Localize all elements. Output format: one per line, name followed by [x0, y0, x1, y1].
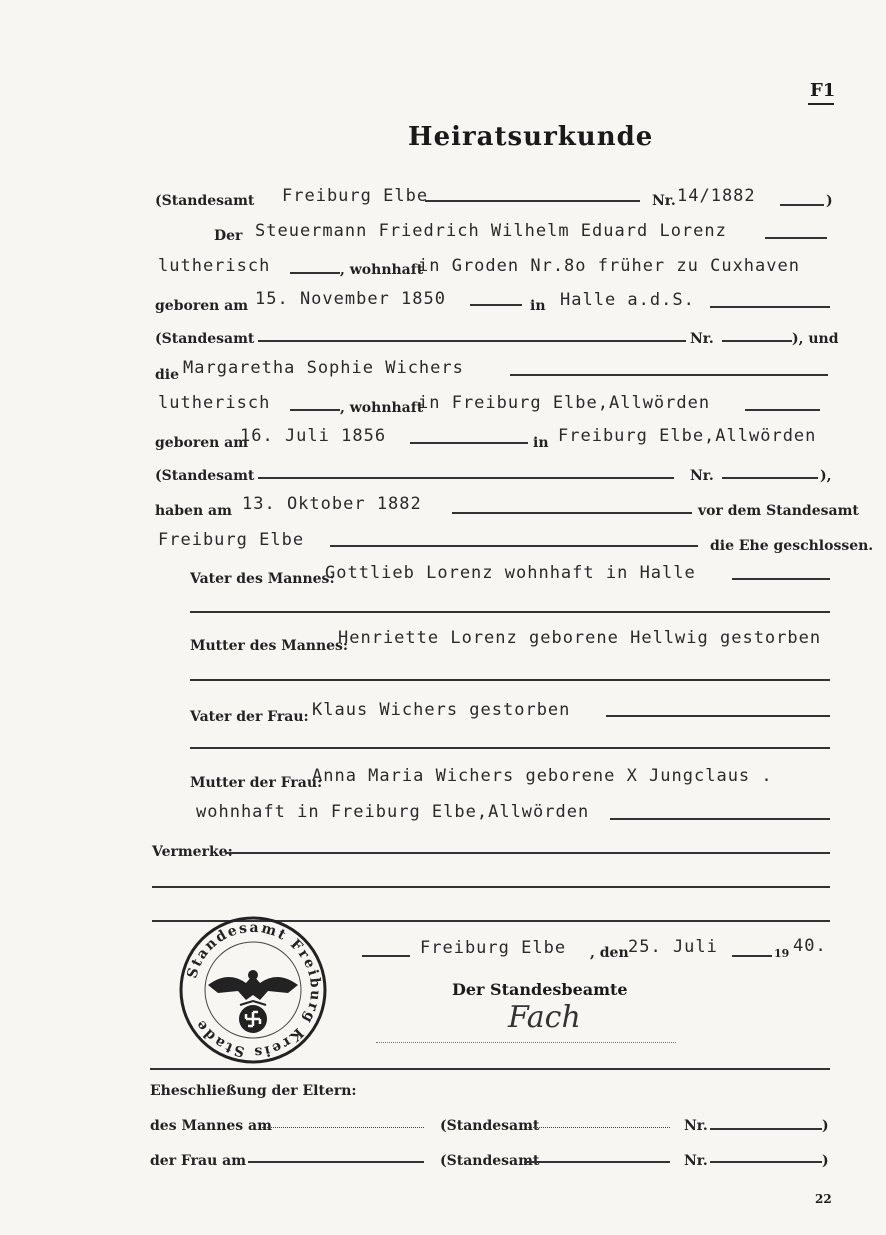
marriage-office: Freiburg Elbe	[158, 530, 305, 550]
in-label-1: in	[530, 298, 546, 314]
line	[722, 340, 792, 342]
page-number: 22	[815, 1192, 832, 1206]
line	[225, 852, 830, 854]
father-wife: Klaus Wichers gestorben	[312, 700, 571, 720]
wife-residence: in Freiburg Elbe,Allwörden	[418, 393, 711, 413]
und-label: ), und	[792, 331, 839, 347]
line	[452, 512, 692, 514]
line	[330, 545, 698, 547]
line	[732, 578, 830, 580]
den-label: , den	[590, 945, 629, 961]
line	[470, 304, 522, 306]
der-label: Der	[214, 228, 243, 244]
wohnhaft-label-1: , wohnhaft	[340, 262, 424, 278]
standesamt-label-5: (Standesamt	[440, 1153, 540, 1169]
line	[710, 1161, 822, 1163]
geboren-label-1: geboren am	[155, 298, 249, 314]
form-code: F1	[810, 80, 836, 101]
father-wife-label: Vater der Frau:	[190, 709, 309, 725]
standesamt-label-1: (Standesamt	[155, 193, 255, 209]
mother-husband-label: Mutter des Mannes:	[190, 638, 349, 654]
standesamt-value-1: Freiburg Elbe	[282, 186, 429, 206]
line	[262, 1127, 424, 1128]
wife-religion: lutherisch	[158, 393, 271, 413]
wife-birth-place: Freiburg Elbe,Allwörden	[558, 426, 817, 446]
signature-line	[376, 1042, 676, 1043]
closing-label: die Ehe geschlossen.	[710, 538, 874, 554]
nr-label-5: Nr.	[684, 1153, 708, 1169]
nr-label-1: Nr.	[652, 193, 676, 209]
vor-label: vor dem Standesamt	[698, 503, 859, 519]
line	[290, 409, 340, 411]
wife-name: Margaretha Sophie Wichers	[183, 358, 464, 378]
line	[410, 442, 528, 444]
signer-title: Der Standesbeamte	[452, 980, 628, 999]
line	[290, 272, 340, 274]
mother-husband: Henriette Lorenz geborene Hellwig gestorben	[338, 628, 822, 648]
in-label-2: in	[533, 435, 549, 451]
husband-parents-label: des Mannes am	[150, 1118, 272, 1134]
year-suffix: 40.	[793, 936, 827, 956]
line	[362, 955, 410, 957]
close-paren-5: )	[822, 1153, 829, 1169]
father-husband-label: Vater des Mannes:	[190, 571, 335, 587]
husband-residence: in Groden Nr.8o früher zu Cuxhaven	[418, 256, 800, 276]
line	[258, 477, 674, 479]
line	[745, 409, 820, 411]
line	[765, 237, 827, 239]
husband-religion: lutherisch	[158, 256, 271, 276]
line	[510, 374, 828, 376]
husband-birth-date: 15. November 1850	[255, 289, 446, 309]
wife-parents-label: der Frau am	[150, 1153, 247, 1169]
line	[780, 204, 824, 206]
haben-label: haben am	[155, 503, 232, 519]
wife-birth-date: 16. Juli 1856	[240, 426, 387, 446]
mother-wife-label: Mutter der Frau:	[190, 775, 323, 791]
nr-label-4: Nr.	[684, 1118, 708, 1134]
line	[610, 818, 830, 820]
document-title: Heiratsurkunde	[408, 122, 654, 152]
nr-value-1: 14/1882	[677, 186, 756, 206]
line	[190, 611, 830, 613]
line	[710, 306, 830, 308]
standesamt-label-3: (Standesamt	[155, 468, 255, 484]
husband-birth-place: Halle a.d.S.	[560, 290, 695, 310]
husband-name: Steuermann Friedrich Wilhelm Eduard Lorenz	[255, 221, 727, 241]
line	[710, 1128, 822, 1130]
issue-place: Freiburg Elbe	[420, 938, 567, 958]
svg-text:Standesamt Freiburg Kreis Stad: Standesamt Freiburg Kreis Stade	[184, 919, 324, 1061]
close-paren-1: )	[826, 193, 833, 209]
mother-wife: Anna Maria Wichers geborene X Jungclaus .	[312, 766, 773, 786]
line	[732, 955, 772, 957]
divider	[150, 1068, 830, 1070]
vermerke-label: Vermerke:	[152, 844, 233, 860]
year-prefix: 19	[774, 947, 790, 960]
wohnhaft-label-2: , wohnhaft	[340, 400, 424, 416]
close-paren-4: )	[822, 1118, 829, 1134]
line	[190, 747, 830, 749]
issue-date: 25. Juli	[628, 937, 718, 957]
die-label: die	[155, 367, 180, 383]
line	[606, 715, 830, 717]
line	[524, 1161, 670, 1163]
standesamt-label-2: (Standesamt	[155, 331, 255, 347]
standesamt-label-4: (Standesamt	[440, 1118, 540, 1134]
parents-marriage-heading: Eheschließung der Eltern:	[150, 1083, 357, 1099]
line	[425, 200, 640, 202]
mother-wife-residence: wohnhaft in Freiburg Elbe,Allwörden	[196, 802, 590, 822]
signature: Fach	[508, 1000, 581, 1035]
line	[528, 1127, 670, 1128]
form-code-underline	[808, 103, 834, 105]
father-husband: Gottlieb Lorenz wohnhaft in Halle	[325, 563, 696, 583]
marriage-date: 13. Oktober 1882	[242, 494, 422, 514]
geboren-label-2: geboren am	[155, 435, 249, 451]
line	[722, 477, 818, 479]
nr-label-3: Nr.	[690, 468, 714, 484]
official-seal-stamp	[178, 915, 328, 1065]
line	[190, 679, 830, 681]
nr-label-2: Nr.	[690, 331, 714, 347]
line	[248, 1161, 424, 1163]
close-paren-3: ),	[820, 468, 832, 484]
line	[258, 340, 686, 342]
line	[152, 886, 830, 888]
